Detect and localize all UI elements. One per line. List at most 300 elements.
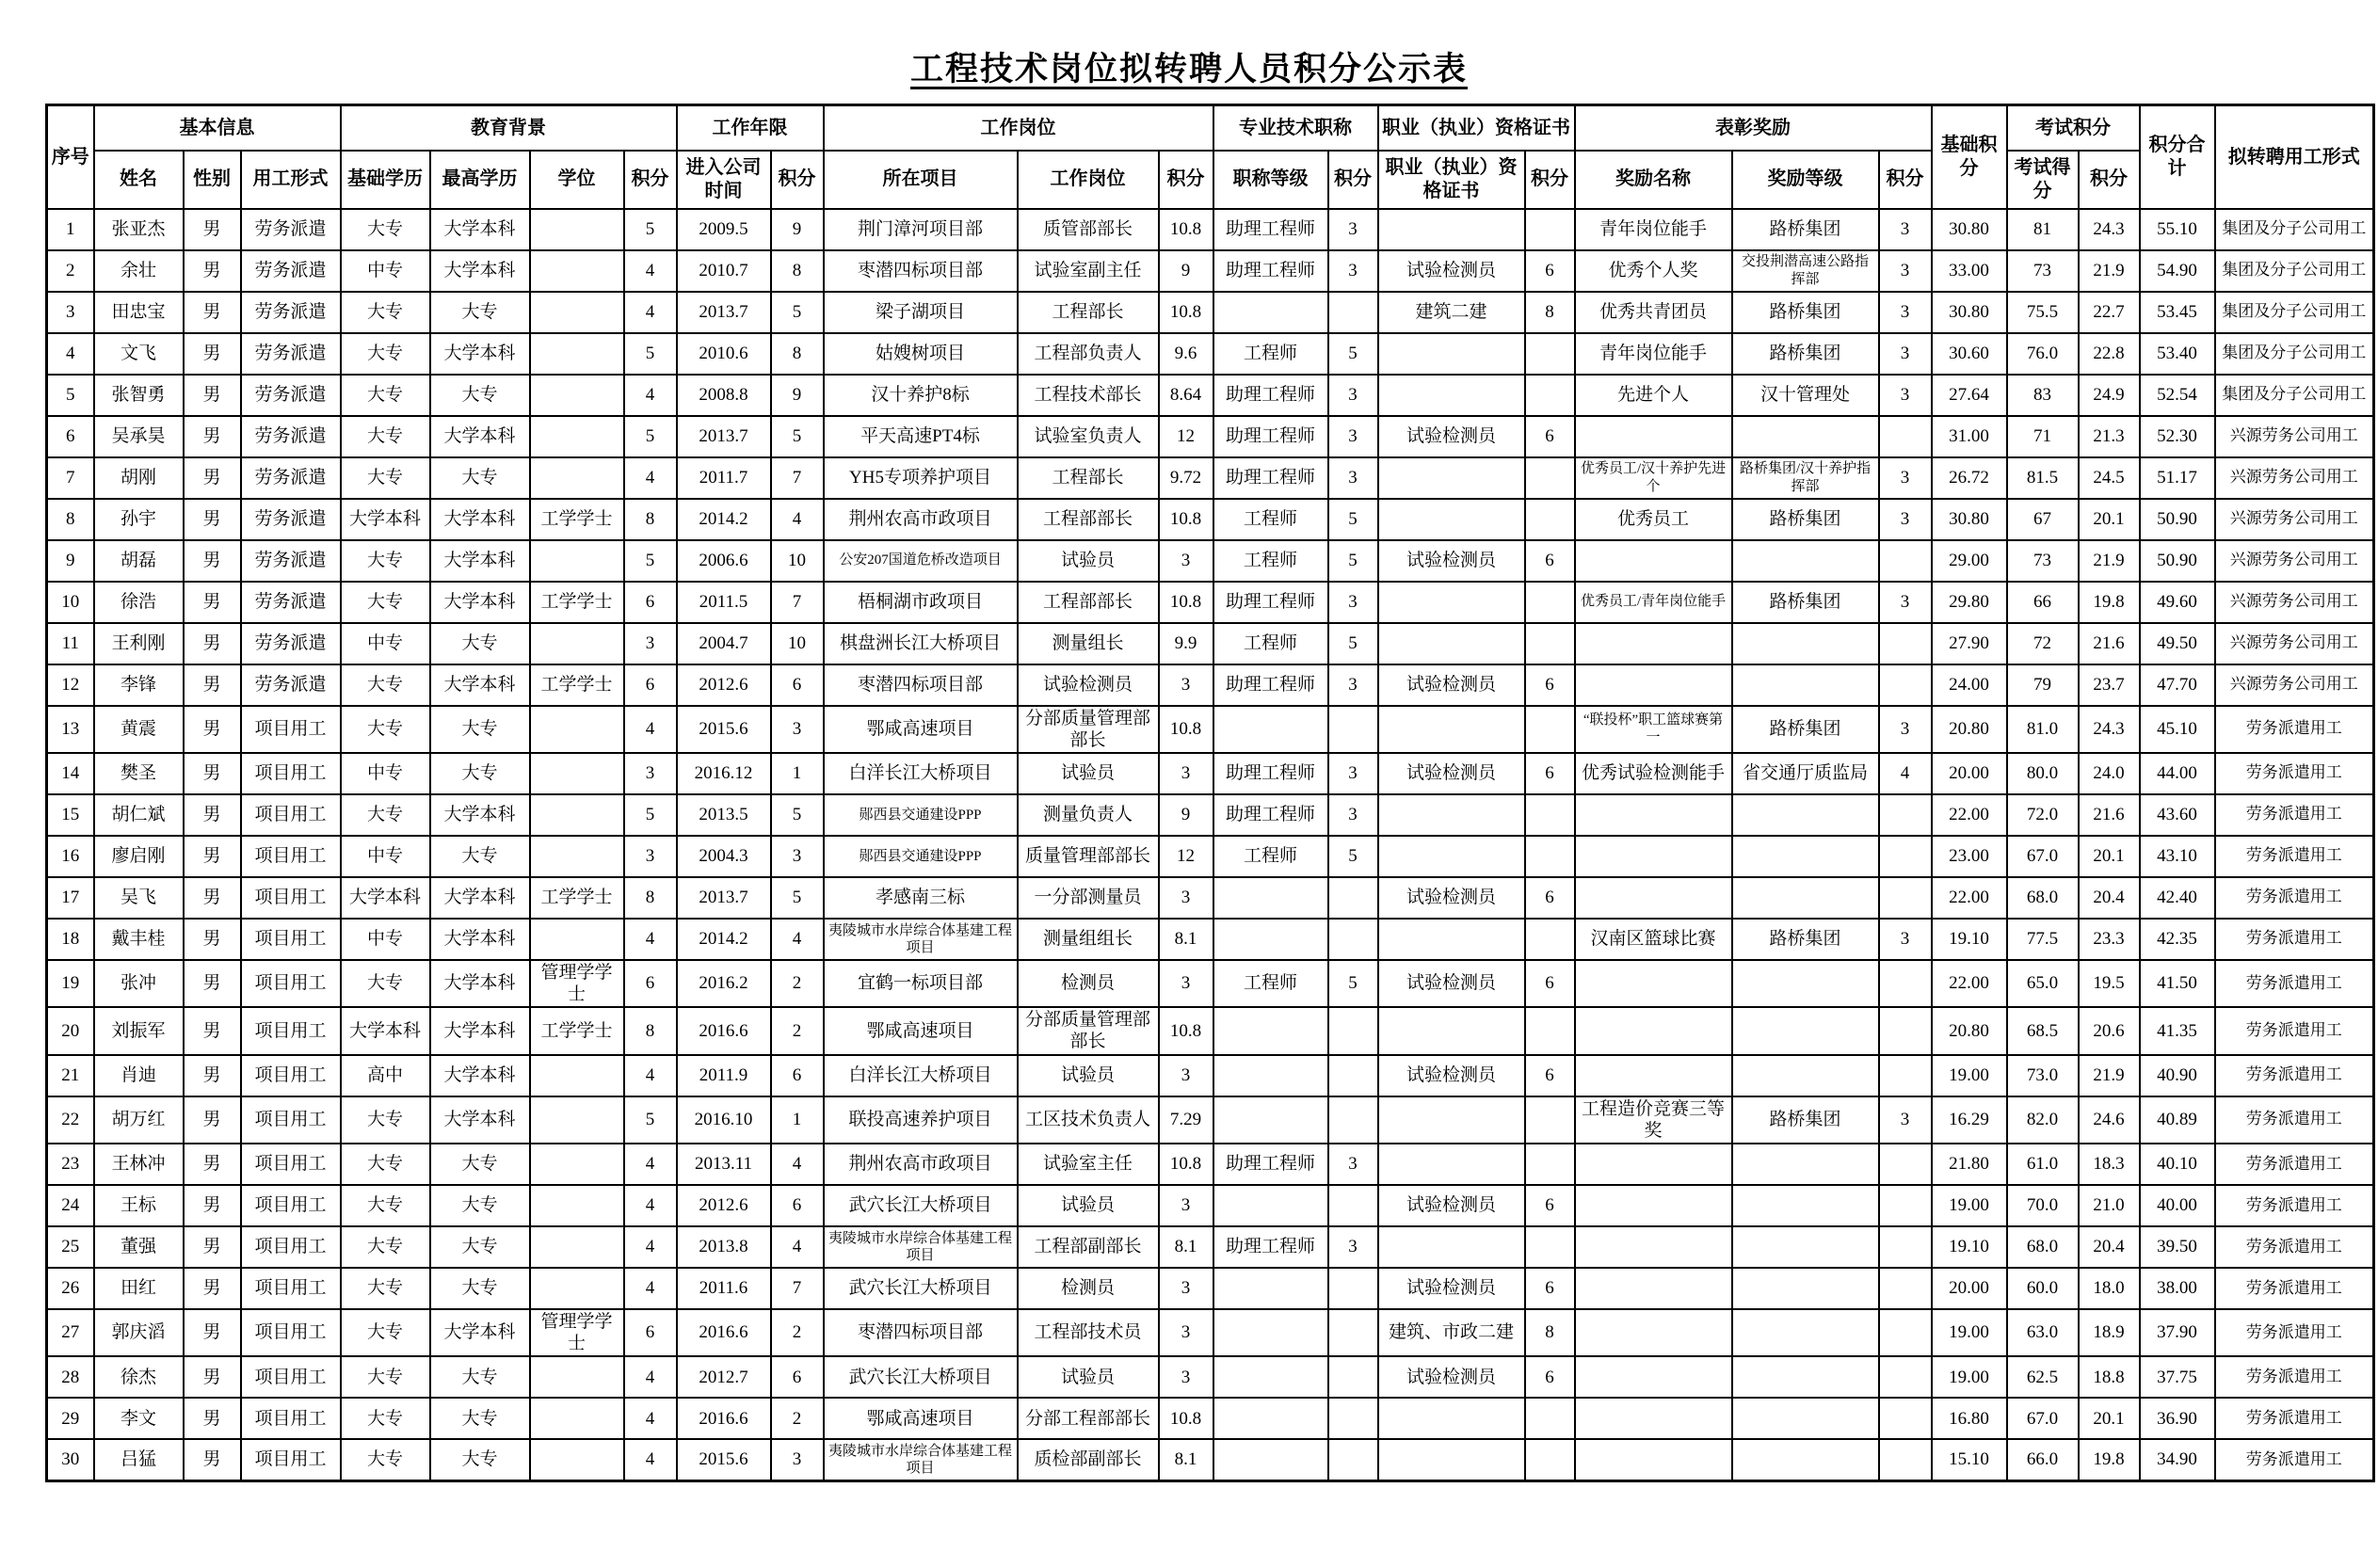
column-group-header: 基本信息 (94, 105, 341, 151)
table-cell: 6 (771, 664, 824, 706)
table-cell: 6 (1525, 1185, 1575, 1226)
table-cell: 3 (1159, 960, 1213, 1007)
table-cell: 12 (1159, 416, 1213, 457)
table-cell: 14 (47, 753, 94, 794)
table-cell: 质检部副部长 (1018, 1439, 1159, 1480)
table-cell (1732, 1268, 1879, 1309)
table-cell: 工程部部长 (1018, 499, 1159, 540)
column-group-header: 考试积分 (2007, 105, 2140, 151)
table-cell: 30 (47, 1439, 94, 1480)
table-cell: 2011.9 (677, 1055, 771, 1096)
table-cell: 6 (624, 1309, 677, 1356)
table-cell (1378, 209, 1525, 250)
table-cell (1525, 836, 1575, 877)
table-cell: 55.10 (2140, 209, 2215, 250)
table-cell: 4 (771, 1226, 824, 1268)
table-cell: 10.8 (1159, 292, 1213, 333)
table-cell: 大专 (430, 1226, 530, 1268)
table-cell: 41.50 (2140, 960, 2215, 1007)
table-cell: 3 (1879, 250, 1932, 292)
table-cell: 分部质量管理部部长 (1018, 706, 1159, 753)
table-row (47, 250, 2374, 292)
table-cell (1575, 540, 1732, 582)
table-cell: 交投荆潜高速公路指挥部 (1732, 250, 1879, 292)
table-cell: 劳务派遣 (241, 209, 341, 250)
table-cell (1879, 836, 1932, 877)
table-cell: 项目用工 (241, 1439, 341, 1480)
table-cell: 3 (624, 753, 677, 794)
table-cell: 8 (624, 499, 677, 540)
table-cell: 4 (624, 375, 677, 416)
table-cell (1378, 1007, 1525, 1054)
table-cell: 83 (2007, 375, 2079, 416)
table-cell: “联投杯”职工篮球赛第一 (1575, 706, 1732, 753)
table-cell: 6 (1525, 1356, 1575, 1398)
table-cell (1879, 1185, 1932, 1226)
table-cell: 集团及分子公司用工 (2215, 292, 2374, 333)
table-cell: 8 (47, 499, 94, 540)
table-cell: 质量管理部部长 (1018, 836, 1159, 877)
table-cell: 23.00 (1932, 836, 2007, 877)
table-cell: 荆州农高市政项目 (824, 499, 1018, 540)
table-cell (1732, 960, 1879, 1007)
table-cell: 5 (1328, 623, 1378, 664)
table-cell: 2013.7 (677, 877, 771, 919)
table-cell: 19.10 (1932, 919, 2007, 960)
table-cell: 大学本科 (341, 877, 430, 919)
table-cell: 项目用工 (241, 753, 341, 794)
table-cell: 青年岗位能手 (1575, 333, 1732, 375)
table-cell: 67.0 (2007, 836, 2079, 877)
table-cell: 劳务派遣 (241, 623, 341, 664)
table-cell: 男 (184, 877, 241, 919)
table-cell: 男 (184, 919, 241, 960)
table-cell: 助理工程师 (1213, 664, 1328, 706)
table-cell: 21.9 (2079, 1055, 2140, 1096)
table-cell: 质管部部长 (1018, 209, 1159, 250)
table-cell: 23 (47, 1144, 94, 1185)
table-cell: 60.0 (2007, 1268, 2079, 1309)
table-cell: 大学本科 (341, 1007, 430, 1054)
table-cell (1378, 457, 1525, 499)
table-row (47, 1185, 2374, 1226)
header-sub-row (47, 151, 2374, 209)
table-cell (1328, 1055, 1378, 1096)
table-cell: 大专 (430, 457, 530, 499)
table-cell: 宜鹤一标项目部 (824, 960, 1018, 1007)
table-row (47, 1007, 2374, 1054)
table-cell: 男 (184, 292, 241, 333)
table-cell (530, 1096, 624, 1144)
table-cell: 5 (624, 333, 677, 375)
table-cell: 大专 (341, 540, 430, 582)
table-cell: 3 (1159, 753, 1213, 794)
table-row (47, 333, 2374, 375)
table-cell: 兴源劳务公司用工 (2215, 540, 2374, 582)
table-row (47, 292, 2374, 333)
table-cell: 胡磊 (94, 540, 184, 582)
table-cell: 10 (47, 582, 94, 623)
table-cell: 4 (624, 919, 677, 960)
table-cell: 21.6 (2079, 794, 2140, 836)
table-cell: 吴飞 (94, 877, 184, 919)
table-cell (530, 540, 624, 582)
table-cell: 武穴长江大桥项目 (824, 1268, 1018, 1309)
table-cell: 工学学士 (530, 664, 624, 706)
table-cell: 27 (47, 1309, 94, 1356)
table-cell: 先进个人 (1575, 375, 1732, 416)
table-cell: 工程部长 (1018, 457, 1159, 499)
table-cell: 26 (47, 1268, 94, 1309)
header-group-row (47, 105, 2374, 151)
table-cell: 大专 (341, 292, 430, 333)
table-cell: 2016.2 (677, 960, 771, 1007)
table-cell (1575, 416, 1732, 457)
table-row (47, 375, 2374, 416)
table-cell: 6 (624, 664, 677, 706)
table-cell: 青年岗位能手 (1575, 209, 1732, 250)
table-cell: 3 (1328, 457, 1378, 499)
table-cell: 助理工程师 (1213, 582, 1328, 623)
table-cell: 男 (184, 664, 241, 706)
table-cell: 3 (1328, 1226, 1378, 1268)
table-cell: 2010.7 (677, 250, 771, 292)
table-cell (1213, 919, 1328, 960)
table-cell (1879, 1356, 1932, 1398)
table-cell: 劳务派遣 (241, 499, 341, 540)
table-cell (1213, 1007, 1328, 1054)
table-cell: 73 (2007, 250, 2079, 292)
table-cell: 大学本科 (430, 250, 530, 292)
table-cell (1525, 794, 1575, 836)
table-row (47, 1226, 2374, 1268)
table-cell: 9 (1159, 250, 1213, 292)
table-row (47, 416, 2374, 457)
table-cell (1879, 1226, 1932, 1268)
table-cell: 黄震 (94, 706, 184, 753)
table-cell: 8 (771, 333, 824, 375)
table-cell (1525, 333, 1575, 375)
table-cell: 34.90 (2140, 1439, 2215, 1480)
table-cell: 7.29 (1159, 1096, 1213, 1144)
table-cell (1525, 706, 1575, 753)
table-cell: 试验检测员 (1378, 664, 1525, 706)
table-cell (1575, 623, 1732, 664)
table-cell (530, 375, 624, 416)
table-cell: 1 (771, 1096, 824, 1144)
table-cell: 建筑二建 (1378, 292, 1525, 333)
table-row (47, 836, 2374, 877)
table-cell (1328, 1309, 1378, 1356)
table-cell: 大专 (341, 794, 430, 836)
table-cell: 6 (1525, 540, 1575, 582)
table-cell: 6 (1525, 664, 1575, 706)
table-cell: 2013.5 (677, 794, 771, 836)
table-cell: 枣潜四标项目部 (824, 664, 1018, 706)
table-cell: 大专 (341, 1268, 430, 1309)
table-cell: 大学本科 (430, 582, 530, 623)
table-cell: 4 (771, 919, 824, 960)
table-cell: 17 (47, 877, 94, 919)
table-cell (1525, 499, 1575, 540)
table-cell: 夷陵城市水岸综合体基建工程项目 (824, 1226, 1018, 1268)
table-cell: 9 (771, 209, 824, 250)
table-row (47, 499, 2374, 540)
table-row (47, 1309, 2374, 1356)
table-cell: 8 (624, 877, 677, 919)
table-cell: 3 (47, 292, 94, 333)
table-cell: 33.00 (1932, 250, 2007, 292)
table-cell: 2 (771, 1007, 824, 1054)
table-cell (530, 1356, 624, 1398)
table-cell: 男 (184, 1398, 241, 1439)
table-cell (1213, 1185, 1328, 1226)
table-cell: 试验员 (1018, 1055, 1159, 1096)
table-cell: 3 (1328, 664, 1378, 706)
table-cell: 廖启刚 (94, 836, 184, 877)
table-cell: 18.0 (2079, 1268, 2140, 1309)
table-cell: 劳务派遣用工 (2215, 1055, 2374, 1096)
column-header: 姓名 (94, 151, 184, 209)
table-cell (1525, 209, 1575, 250)
table-cell: 试验员 (1018, 753, 1159, 794)
table-cell: 男 (184, 1309, 241, 1356)
table-cell (1378, 836, 1525, 877)
table-cell: 21.3 (2079, 416, 2140, 457)
table-cell: 2016.6 (677, 1398, 771, 1439)
table-cell (1328, 1096, 1378, 1144)
table-cell (1732, 623, 1879, 664)
table-row (47, 209, 2374, 250)
table-cell: 2008.8 (677, 375, 771, 416)
table-cell (1328, 706, 1378, 753)
table-cell (1879, 540, 1932, 582)
table-cell: 劳务派遣用工 (2215, 1356, 2374, 1398)
table-cell (1378, 623, 1525, 664)
table-cell: 24.0 (2079, 753, 2140, 794)
table-cell: 7 (771, 1268, 824, 1309)
table-cell: 项目用工 (241, 1144, 341, 1185)
table-cell: 37.75 (2140, 1356, 2215, 1398)
table-cell: 2012.7 (677, 1356, 771, 1398)
table-cell: 集团及分子公司用工 (2215, 209, 2374, 250)
table-cell: 吴承昊 (94, 416, 184, 457)
table-cell: 3 (1879, 919, 1932, 960)
table-cell: 15.10 (1932, 1439, 2007, 1480)
table-cell (1732, 1055, 1879, 1096)
table-cell: 7 (771, 582, 824, 623)
table-cell: 2010.6 (677, 333, 771, 375)
table-cell: 3 (1328, 794, 1378, 836)
table-cell: 5 (1328, 333, 1378, 375)
table-cell: 18.9 (2079, 1309, 2140, 1356)
table-cell: 2011.6 (677, 1268, 771, 1309)
table-cell: 大专 (430, 1185, 530, 1226)
column-header: 积分 (771, 151, 824, 209)
table-cell: 男 (184, 706, 241, 753)
table-cell: 试验员 (1018, 1185, 1159, 1226)
document-page (0, 43, 2378, 1568)
table-cell (1879, 1439, 1932, 1480)
table-cell: 项目用工 (241, 1007, 341, 1054)
table-cell: 6 (1525, 753, 1575, 794)
table-cell: 中专 (341, 623, 430, 664)
table-cell: 10.8 (1159, 1144, 1213, 1185)
table-cell: 72 (2007, 623, 2079, 664)
table-cell: 大专 (430, 1356, 530, 1398)
table-cell: 男 (184, 623, 241, 664)
table-cell: 43.60 (2140, 794, 2215, 836)
table-cell (1213, 1398, 1328, 1439)
table-cell: 8.1 (1159, 1439, 1213, 1480)
table-cell: 6 (1525, 877, 1575, 919)
table-cell (1575, 960, 1732, 1007)
table-cell: 19.00 (1932, 1356, 2007, 1398)
table-cell: 大学本科 (430, 877, 530, 919)
table-cell: 66 (2007, 582, 2079, 623)
table-cell: 21 (47, 1055, 94, 1096)
table-cell: 大学本科 (430, 416, 530, 457)
table-cell (1879, 623, 1932, 664)
table-cell: 9.72 (1159, 457, 1213, 499)
table-cell: 63.0 (2007, 1309, 2079, 1356)
table-cell: 29.80 (1932, 582, 2007, 623)
table-cell: 男 (184, 499, 241, 540)
column-header: 所在项目 (824, 151, 1018, 209)
column-group-header: 序号 (47, 105, 94, 209)
table-cell (1879, 877, 1932, 919)
table-cell: 郭庆滔 (94, 1309, 184, 1356)
table-cell: 21.9 (2079, 250, 2140, 292)
table-cell: 22.00 (1932, 794, 2007, 836)
table-cell: 2 (771, 960, 824, 1007)
table-cell: 4 (47, 333, 94, 375)
table-cell: 21.9 (2079, 540, 2140, 582)
table-cell: 82.0 (2007, 1096, 2079, 1144)
table-cell: 徐杰 (94, 1356, 184, 1398)
table-cell: 大专 (341, 1226, 430, 1268)
table-cell: 大专 (341, 457, 430, 499)
table-cell: 高中 (341, 1055, 430, 1096)
column-header: 进入公司时间 (677, 151, 771, 209)
table-cell: 81 (2007, 209, 2079, 250)
table-cell: 试验检测员 (1378, 753, 1525, 794)
table-cell (1213, 1439, 1328, 1480)
table-cell: 男 (184, 582, 241, 623)
table-cell: 测量负责人 (1018, 794, 1159, 836)
table-cell: 23.7 (2079, 664, 2140, 706)
table-cell (1328, 1439, 1378, 1480)
table-cell: 试验室负责人 (1018, 416, 1159, 457)
table-cell: 助理工程师 (1213, 457, 1328, 499)
table-cell: 大专 (430, 292, 530, 333)
table-cell: 大专 (341, 1185, 430, 1226)
table-cell (1879, 1309, 1932, 1356)
table-cell (1378, 706, 1525, 753)
table-cell: 24 (47, 1185, 94, 1226)
table-cell: 项目用工 (241, 836, 341, 877)
table-cell (1525, 1398, 1575, 1439)
table-cell: 38.00 (2140, 1268, 2215, 1309)
table-cell: 男 (184, 1007, 241, 1054)
table-cell: 大学本科 (430, 333, 530, 375)
table-cell: 5 (47, 375, 94, 416)
table-cell (1732, 1007, 1879, 1054)
table-cell: 劳务派遣用工 (2215, 1144, 2374, 1185)
table-cell (1879, 1144, 1932, 1185)
table-cell: 劳务派遣用工 (2215, 794, 2374, 836)
table-cell: 24.5 (2079, 457, 2140, 499)
table-cell: 集团及分子公司用工 (2215, 333, 2374, 375)
table-cell: 44.00 (2140, 753, 2215, 794)
table-cell: 5 (624, 1096, 677, 1144)
table-cell: 吕猛 (94, 1439, 184, 1480)
table-cell: 助理工程师 (1213, 209, 1328, 250)
table-cell (1525, 1144, 1575, 1185)
table-cell (530, 836, 624, 877)
table-cell: 4 (624, 706, 677, 753)
column-header: 用工形式 (241, 151, 341, 209)
table-cell: 工学学士 (530, 1007, 624, 1054)
table-cell (1378, 794, 1525, 836)
table-cell: 40.90 (2140, 1055, 2215, 1096)
table-cell: 大专 (341, 333, 430, 375)
table-cell (1732, 1144, 1879, 1185)
table-cell: 武穴长江大桥项目 (824, 1356, 1018, 1398)
column-header: 最高学历 (430, 151, 530, 209)
table-cell: 52.30 (2140, 416, 2215, 457)
table-cell: 李锋 (94, 664, 184, 706)
table-cell (1575, 1268, 1732, 1309)
table-cell (1525, 1007, 1575, 1054)
table-cell (530, 209, 624, 250)
table-cell: 19 (47, 960, 94, 1007)
table-cell (1378, 1398, 1525, 1439)
table-cell: 5 (624, 209, 677, 250)
table-row (47, 753, 2374, 794)
table-cell: 8 (771, 250, 824, 292)
table-cell: 肖迪 (94, 1055, 184, 1096)
table-row (47, 1398, 2374, 1439)
table-cell (1213, 706, 1328, 753)
table-cell: 4 (624, 1055, 677, 1096)
table-cell (1732, 1398, 1879, 1439)
column-group-header: 基础积分 (1932, 105, 2007, 209)
table-cell: 4 (624, 1268, 677, 1309)
table-cell: 男 (184, 1439, 241, 1480)
table-cell: 10.8 (1159, 1007, 1213, 1054)
table-cell (1328, 1398, 1378, 1439)
table-cell: 试验室副主任 (1018, 250, 1159, 292)
table-cell: 路桥集团 (1732, 582, 1879, 623)
table-cell: 9 (1159, 794, 1213, 836)
table-cell (1575, 1226, 1732, 1268)
table-cell: 大专 (430, 706, 530, 753)
table-cell: 6 (624, 582, 677, 623)
score-table-head (47, 105, 2374, 209)
table-cell (530, 1185, 624, 1226)
table-cell: 66.0 (2007, 1439, 2079, 1480)
table-cell: 大学本科 (430, 1055, 530, 1096)
column-header: 积分 (1159, 151, 1213, 209)
table-cell: 2 (47, 250, 94, 292)
table-cell: 2006.6 (677, 540, 771, 582)
table-cell: 68.5 (2007, 1007, 2079, 1054)
table-cell: 大专 (430, 623, 530, 664)
table-cell: 工区技术负责人 (1018, 1096, 1159, 1144)
table-cell: 2011.7 (677, 457, 771, 499)
table-cell: 兴源劳务公司用工 (2215, 499, 2374, 540)
